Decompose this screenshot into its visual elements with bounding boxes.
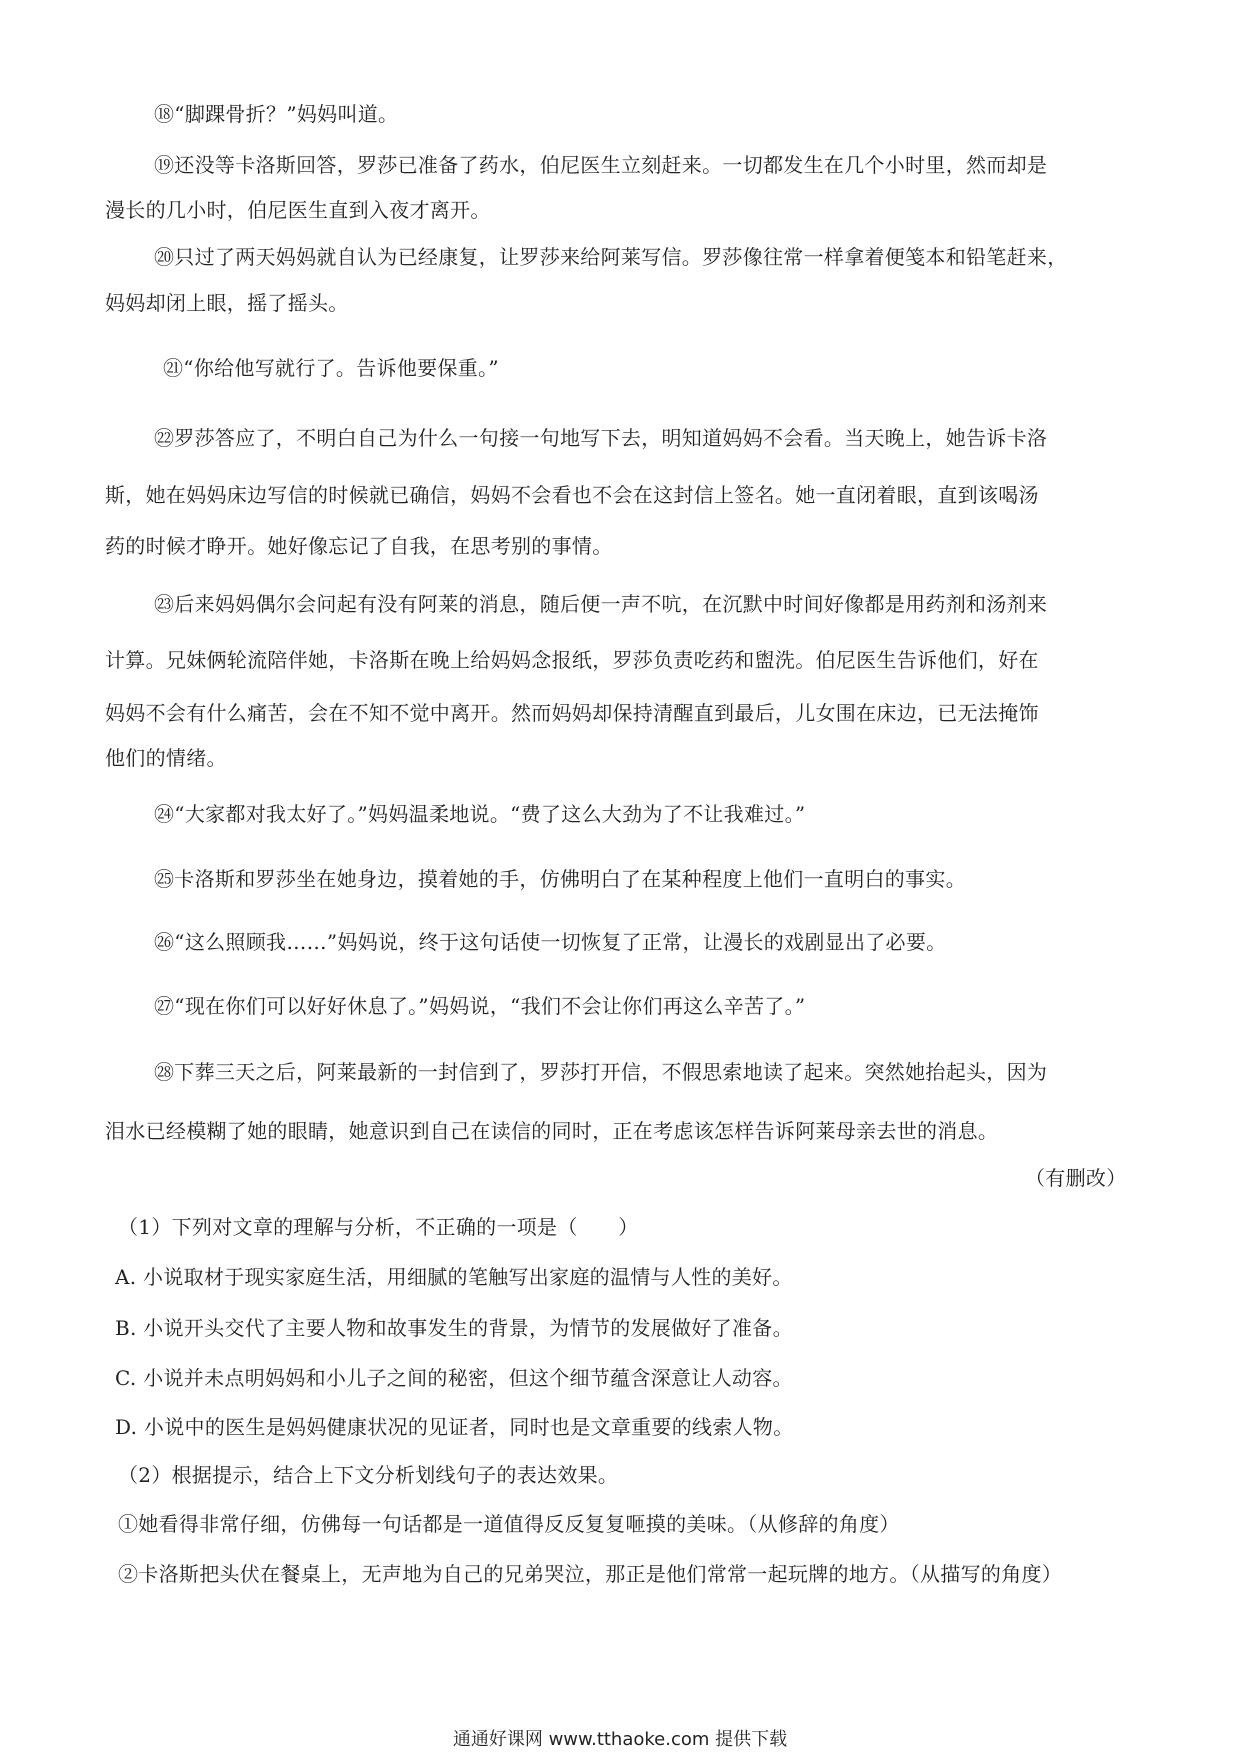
paragraph-23-line-2: 计算。兄妹俩轮流陪伴她，卡洛斯在晚上给妈妈念报纸，罗莎负责吃药和盥洗。伯尼医生告诉他们，好在 (105, 648, 1039, 672)
paragraph-25: ㉕卡洛斯和罗莎坐在她身边，摸着她的手，仿佛明白了在某种程度上他们一直明白的事实。 (154, 867, 966, 891)
paragraph-22-line-3: 药的时候才睁开。她好像忘记了自我，在思考别的事情。 (105, 534, 613, 558)
abridged-note: （有删改） (1025, 1166, 1127, 1190)
paragraph-26: ㉖“这么照顾我……”妈妈说，终于这句话使一切恢复了正常，让漫长的戏剧显出了必要。 (154, 930, 947, 954)
question-1-option-c: C. 小说并未点明妈妈和小儿子之间的秘密，但这个细节蕴含深意让人动容。 (115, 1366, 793, 1390)
paragraph-23-line-3: 妈妈不会有什么痛苦，会在不知不觉中离开。然而妈妈却保持清醒直到最后，儿女围在床边，已无法掩饰 (105, 701, 1039, 725)
paragraph-23-line-1: ㉓后来妈妈偶尔会问起有没有阿莱的消息，随后便一声不吭，在沉默中时间好像都是用药剂和汤剂来 (154, 592, 1048, 616)
paragraph-18: ⑱“脚踝骨折？”妈妈叫道。 (154, 102, 399, 126)
paragraph-22-line-2: 斯，她在妈妈床边写信的时候就已确信，妈妈不会看也不会在这封信上签名。她一直闭着眼，直到该喝汤 (105, 483, 1039, 507)
footer-download-credit: 通通好课网 www.tthaoke.com 提供下载 (452, 1729, 788, 1750)
question-1-stem: （1）下列对文章的理解与分析，不正确的一项是（ ） (118, 1215, 639, 1239)
paragraph-20-line-2: 妈妈却闭上眼，摇了摇头。 (105, 291, 349, 315)
paragraph-23-line-4: 他们的情绪。 (105, 746, 227, 770)
paragraph-28-line-2: 泪水已经模糊了她的眼睛，她意识到自己在读信的同时，正在考虑该怎样告诉阿莱母亲去世的消息。 (105, 1119, 999, 1143)
question-1-option-b: B. 小说开头交代了主要人物和故事发生的背景，为情节的发展做好了准备。 (115, 1316, 793, 1340)
paragraph-20-line-1: ⑳只过了两天妈妈就自认为已经康复，让罗莎来给阿莱写信。罗莎像往常一样拿着便笺本和铅笔赶来， (154, 245, 1068, 269)
paragraph-28-line-1: ㉘下葬三天之后，阿莱最新的一封信到了，罗莎打开信，不假思索地读了起来。突然她抬起头，因为 (154, 1060, 1048, 1084)
question-2-stem: （2）根据提示，结合上下文分析划线句子的表达效果。 (118, 1463, 619, 1487)
question-2-item-1: ①她看得非常仔细，仿佛每一句话都是一道值得反反复复咂摸的美味。（从修辞的角度） (118, 1512, 900, 1536)
paragraph-24: ㉔“大家都对我太好了。”妈妈温柔地说。“费了这么大劲为了不让我难过。” (154, 802, 806, 826)
paragraph-27: ㉗“现在你们可以好好休息了。”妈妈说，“我们不会让你们再这么辛苦了。” (154, 994, 806, 1018)
paragraph-22-line-1: ㉒罗莎答应了，不明白自己为什么一句接一句地写下去，明知道妈妈不会看。当天晚上，她告诉卡洛 (154, 426, 1048, 450)
question-1-option-d: D. 小说中的医生是妈妈健康状况的见证者，同时也是文章重要的线索人物。 (115, 1415, 794, 1439)
paragraph-19-line-2: 漫长的几小时，伯尼医生直到入夜才离开。 (105, 198, 491, 222)
question-1-option-a: A. 小说取材于现实家庭生活，用细腻的笔触写出家庭的温情与人性的美好。 (115, 1265, 793, 1289)
paragraph-21: ㉑“你给他写就行了。告诉他要保重。” (163, 356, 499, 380)
paragraph-19-line-1: ⑲还没等卡洛斯回答，罗莎已准备了药水，伯尼医生立刻赶来。一切都发生在几个小时里，然而却是 (154, 153, 1048, 177)
question-2-item-2: ②卡洛斯把头伏在餐桌上，无声地为自己的兄弟哭泣，那正是他们常常一起玩牌的地方。（从描写的角度） (118, 1562, 1063, 1586)
